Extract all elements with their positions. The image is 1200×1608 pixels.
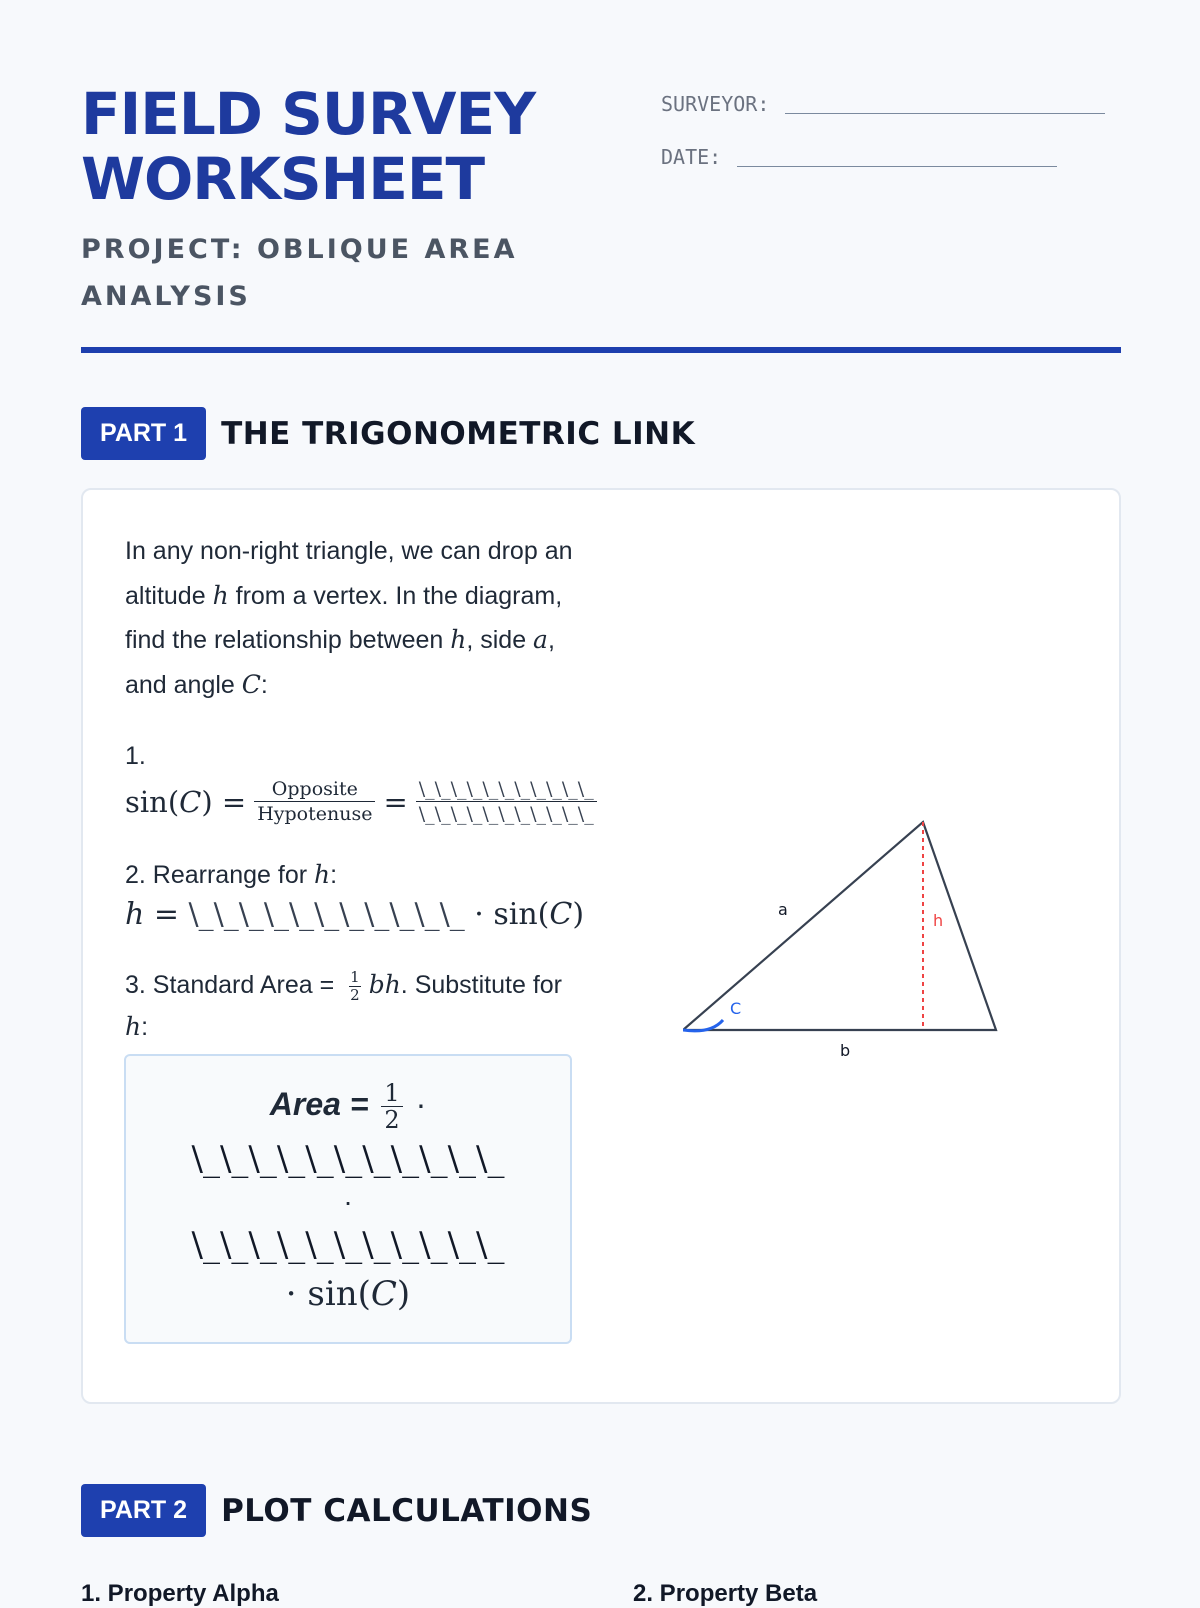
step-1: 1. sin( C ) = $\frac{\text{Opposite}}{\text{Hypotenuse}}$ = $\frac{\backslash\_\backslash\_\backslash\_\backslash\_\backslash\_\backslash\_\backslash\_\backslash\_\backslash\_\backslash\_\backslash\_}{\backslash\_\backslash\_\backslash\_\backslash\_\backslash\_\backslash\_\backslash\_\backslash\_\backslash\_\backslash\_\backslash\_}$ (125, 737, 665, 826)
intro-text: In any non-right triangle, we can drop an altitude h from a vertex. In the diagram, find the relationship between h, side a, and angle C: (125, 537, 573, 699)
area-formula-box: Area = $\frac{1}{2}$ · \_\_\_\_\_\_\_\_\_\_\_ · \_\_\_\_\_\_\_\_\_\_\_ · sin(C) (124, 1054, 572, 1344)
project-subtitle: PROJECT: OBLIQUE AREA ANALYSIS (81, 234, 518, 312)
triangle-diagram (683, 820, 1063, 1080)
page-title: FIELD SURVEY WORKSHEET (81, 80, 536, 213)
date-label: DATE: (661, 145, 722, 169)
property-alpha-heading: 1. Property Alpha (81, 1580, 279, 1607)
altitude-blank-field[interactable]: \_\_\_\_\_\_\_\_\_\_\_ (188, 897, 465, 932)
blank-fraction-field[interactable]: $\frac{\backslash\_\backslash\_\backslash\_\backslash\_\backslash\_\backslash\_\backslash\_\backslash\_\backslash\_\backslash\_\backslash\_}{\backslash\_\backslash\_\backslash\_\backslash\_\backslash\_\backslash\_\backslash\_\backslash\_\backslash\_\backslash\_\backslash\_}$ (416, 777, 597, 826)
date-row (661, 137, 1121, 169)
step-3: 3. Standard Area = $\frac{1}{2}$ bh. Substitute for h: (125, 967, 562, 1041)
surveyor-label: SURVEYOR: (661, 92, 770, 116)
altitude-equation: h = \_\_\_\_\_\_\_\_\_\_\_ · sin(C) (125, 897, 585, 932)
surveyor-field[interactable] (785, 112, 1105, 114)
surveyor-row (661, 84, 1121, 116)
side-b-label: b (840, 1041, 851, 1060)
area-label: Area = (269, 1085, 369, 1122)
part1-header (81, 407, 695, 460)
sine-equation: sin( C ) = $\frac{\text{Opposite}}{\text{Hypotenuse}}$ = $\frac{\backslash\_\backslash\_\backslash\_\backslash\_\backslash\_\backslash\_\backslash\_\backslash\_\backslash\_\backslash\_\backslash\_}{\backslash\_\backslash\_\backslash\_\backslash\_\backslash\_\backslash\_\backslash\_\backslash\_\backslash\_\backslash\_\backslash\_}$ (125, 777, 665, 826)
meta-fields (661, 84, 1121, 190)
date-field[interactable] (737, 165, 1057, 167)
part2-header (81, 1484, 592, 1537)
part1-card (81, 488, 1121, 1404)
area-blank-field-1[interactable]: \_\_\_\_\_\_\_\_\_\_\_ (191, 1139, 505, 1179)
one-half: $\frac{1}{2}$ (350, 967, 360, 1004)
one-half: $\frac{1}{2}$ (381, 1080, 402, 1133)
area-blank-field-2[interactable]: \_\_\_\_\_\_\_\_\_\_\_ (191, 1225, 505, 1265)
property-beta-heading: 2. Property Beta (633, 1580, 818, 1607)
part1-badge: PART 1 (81, 407, 206, 460)
worksheet-page (81, 0, 1121, 1607)
part1-title: THE TRIGONOMETRIC LINK (221, 415, 696, 452)
side-a-label: a (778, 900, 788, 919)
angle-c-label: C (730, 999, 742, 1018)
altitude-h-label: h (933, 911, 944, 930)
title-block (81, 82, 601, 320)
part2-title: PLOT CALCULATIONS (221, 1492, 593, 1529)
part2-badge: PART 2 (81, 1484, 206, 1537)
step-2: 2. Rearrange for h: h = \_\_\_\_\_\_\_\_\_\_\_ · sin(C) (125, 856, 665, 934)
header-divider (81, 347, 1121, 353)
opposite-over-hypotenuse: $\frac{\text{Opposite}}{\text{Hypotenuse}}$ (254, 777, 375, 826)
instructions (125, 530, 665, 1048)
